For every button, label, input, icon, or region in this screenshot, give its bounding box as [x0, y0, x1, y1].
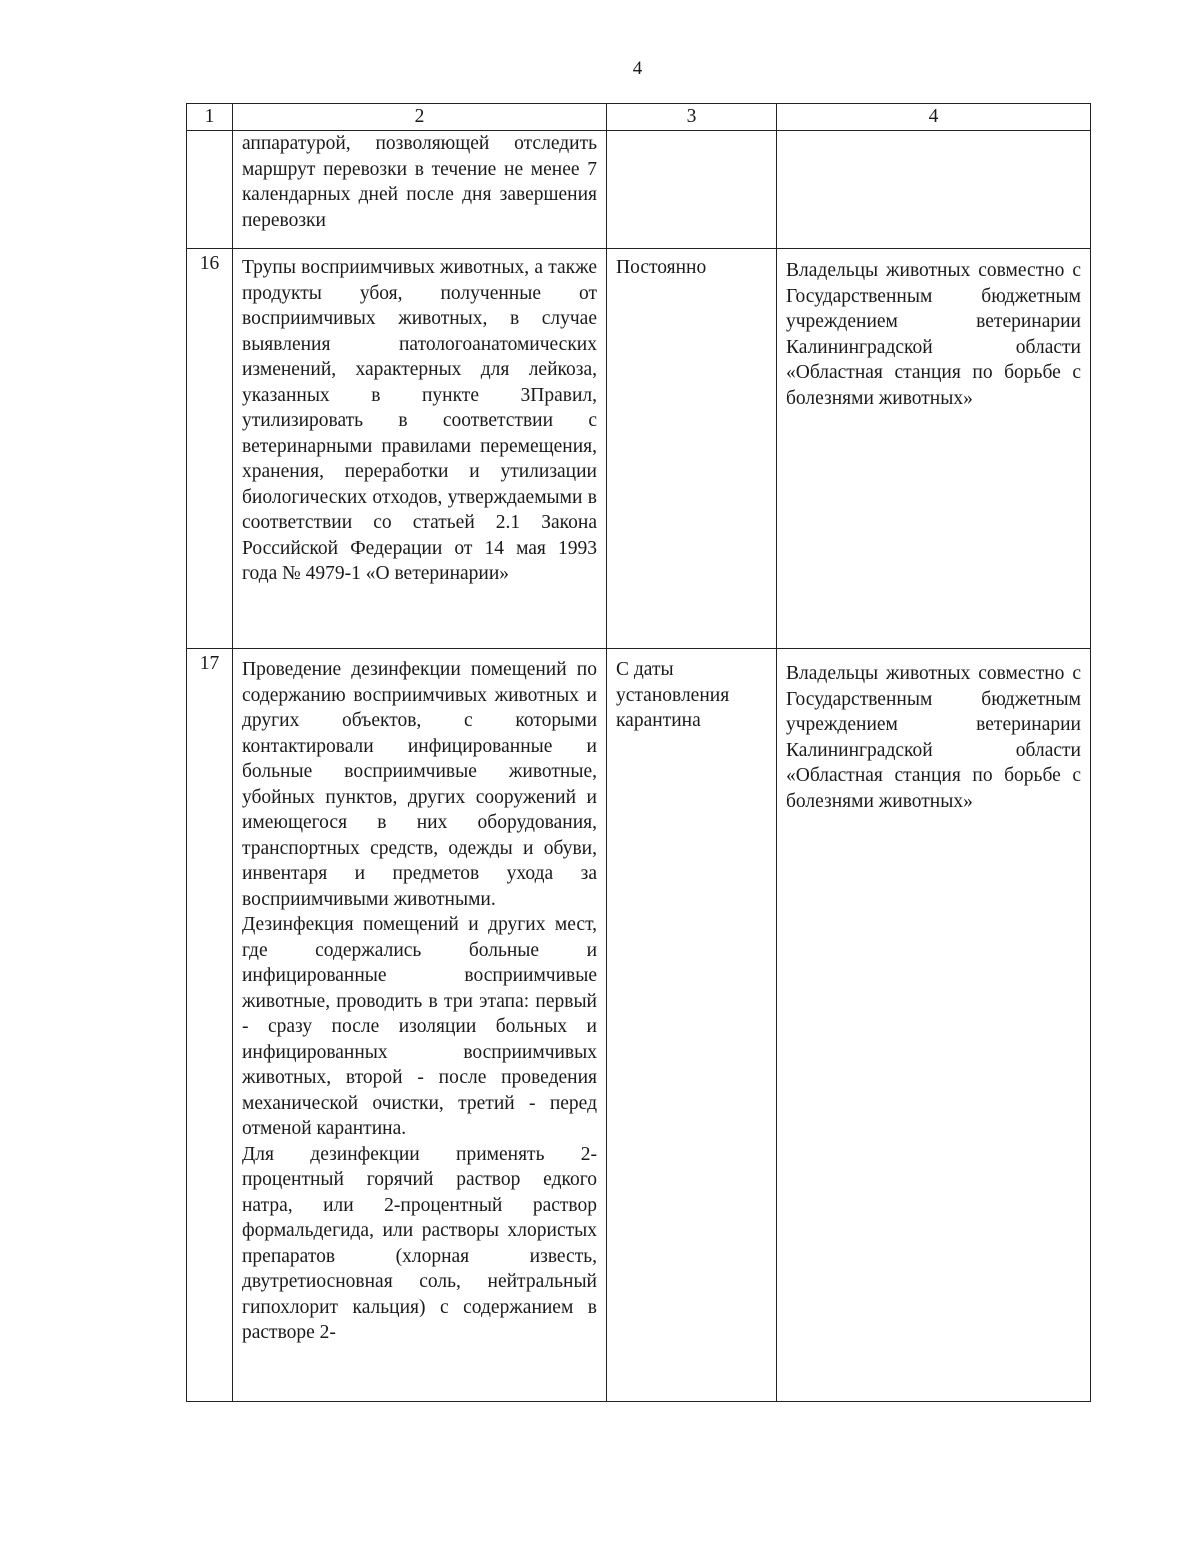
header-cell-3: 3	[607, 104, 777, 131]
row-number	[187, 131, 233, 249]
measure-cell: Трупы восприимчивых животных, а также продукты убоя, полученные от восприимчивых животных, в случае выявления патологоанатомических изменений, характерных для лейкоза, указанных в пункте 3Правил, утилизировать в соответствии с ветеринарными правилами перемещения, хранения, переработки и утилизации биологических отходов, утверждаемыми в соответствии со статьей 2.1 Закона Российской Федерации от 14 мая 1993 года № 4979-1 «О ветеринарии»	[233, 249, 607, 649]
row-number: 17	[187, 649, 233, 1402]
responsible-cell: Владельцы животных совместно с Государственным бюджетным учреждением ветеринарии Калининградской области «Областная станция по борьбе с болезнями животных»	[777, 249, 1091, 649]
measure-paragraph: Для дезинфекции применять 2-процентный горячий раствор едкого натра, или 2-процентный раствор формальдегида, или растворы хлористых препаратов (хлорная известь, двутретиосновная соль, нейтральный гипохлорит кальция) с содержанием в растворе 2-	[242, 1143, 597, 1343]
measure-cell: аппаратурой, позволяющей отследить маршрут перевозки в течение не менее 7 календарных дней после дня завершения перевозки	[233, 131, 607, 249]
term-cell	[607, 131, 777, 249]
table-row	[187, 649, 1091, 1402]
term-cell: Постоянно	[607, 249, 777, 649]
responsible-cell	[777, 131, 1091, 249]
measure-paragraph: Дезинфекция помещений и других мест, где содержались больные и инфицированные восприимчивые животные, проводить в три этапа: первый - сразу после изоляции больных и инфицированных восприимчивых животных, второй - после проведения механической очистки, третий - перед отменой карантина.	[242, 914, 597, 1139]
term-cell: С даты установления карантина	[607, 649, 777, 1402]
header-cell-1: 1	[187, 104, 233, 131]
table-row	[187, 249, 1091, 649]
header-cell-4: 4	[777, 104, 1091, 131]
responsible-cell: Владельцы животных совместно с Государственным бюджетным учреждением ветеринарии Калининградской области «Областная станция по борьбе с болезнями животных»	[777, 649, 1091, 1402]
measure-cell	[233, 649, 607, 1402]
table-header-row	[187, 104, 1091, 131]
measures-table	[186, 103, 1091, 1402]
measure-paragraph: Проведение дезинфекции помещений по содержанию восприимчивых животных и других объектов, с которыми контактировали инфицированные и больные восприимчивые животные, убойных пунктов, других сооружений и имеющегося в них оборудования, транспортных средств, одежды и обуви, инвентаря и предметов ухода за восприимчивыми животными.	[242, 659, 597, 910]
row-number: 16	[187, 249, 233, 649]
page-number: 4	[632, 58, 643, 79]
table-row	[187, 131, 1091, 249]
header-cell-2: 2	[233, 104, 607, 131]
